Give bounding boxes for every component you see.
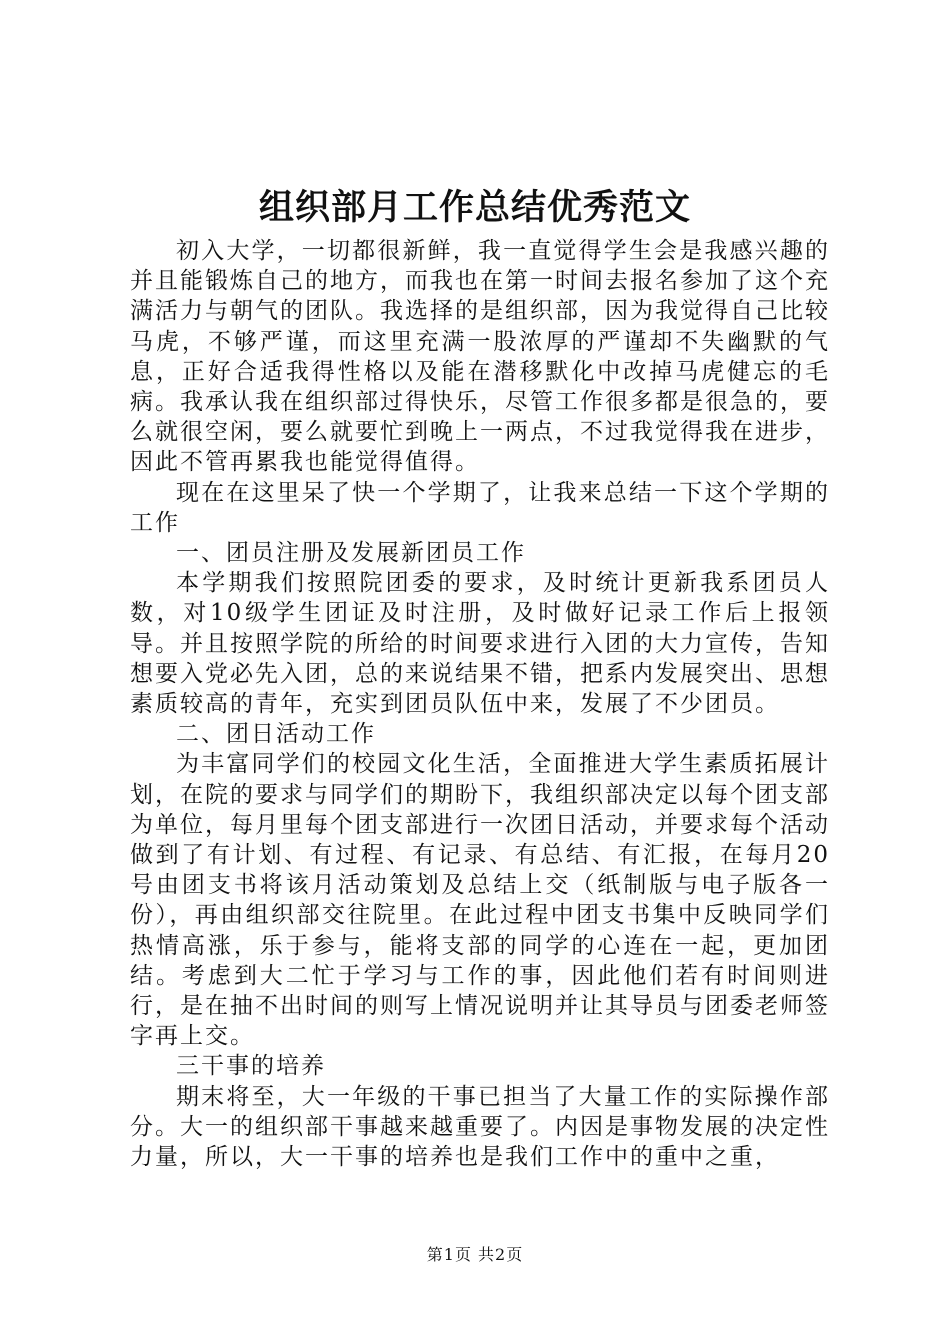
section-heading-registration: 一、团员注册及发展新团员工作 [176, 540, 526, 567]
paragraph-summary-intro: 现在在这里呆了快一个学期了，让我来总结一下这个学期的工作 [130, 479, 830, 536]
section-heading-training: 三干事的培养 [176, 1053, 326, 1080]
paragraph-registration: 本学期我们按照院团委的要求，及时统计更新我系团员人数，对10级学生团证及时注册，及时做好记录工作后上报领导。并且按照学院的所给的时间要求进行入团的大力宣传，告知想要入党必先入团，总的来说结果不错，把系内发展突出、思想素质较高的青年，充实到团员队伍中来，发展了不少团员。 [130, 570, 830, 718]
document-body [130, 236, 830, 1172]
paragraph-activities: 为丰富同学们的校园文化生活，全面推进大学生素质拓展计划，在院的要求与同学们的期盼下，我组织部决定以每个团支部为单位，每月里每个团支部进行一次团日活动，并要求每个活动做到了有计划、有过程、有记录、有总结、有汇报，在每月20号由团支书将该月活动策划及总结上交（纸制版与电子版各一份），再由组织部交往院里。在此过程中团支书集中反映同学们热情高涨，乐于参与，能将支部的同学的心连在一起，更加团结。考虑到大二忙于学习与工作的事，因此他们若有时间则进行，是在抽不出时间的则写上情况说明并让其导员与团委老师签字再上交。 [130, 751, 830, 1050]
document-title: 组织部月工作总结优秀范文 [258, 187, 691, 228]
page-number: 第1页 共2页 [426, 1245, 524, 1264]
section-heading-activities: 二、团日活动工作 [176, 721, 376, 748]
paragraph-intro: 初入大学，一切都很新鲜，我一直觉得学生会是我感兴趣的并且能锻炼自己的地方，而我也在第一时间去报名参加了这个充满活力与朝气的团队。我选择的是组织部，因为我觉得自己比较马虎，不够严谨，而这里充满一股浓厚的严谨却不失幽默的气息，正好合适我得性格以及能在潜移默化中改掉马虎健忘的毛病。我承认我在组织部过得快乐，尽管工作很多都是很急的，要么就很空闲，要么就要忙到晚上一两点，不过我觉得我在进步，因此不管再累我也能觉得值得。 [130, 238, 830, 476]
paragraph-training: 期末将至，大一年级的干事已担当了大量工作的实际操作部分。大一的组织部干事越来越重要了。内因是事物发展的决定性力量，所以，大一干事的培养也是我们工作中的重中之重， [130, 1083, 830, 1171]
